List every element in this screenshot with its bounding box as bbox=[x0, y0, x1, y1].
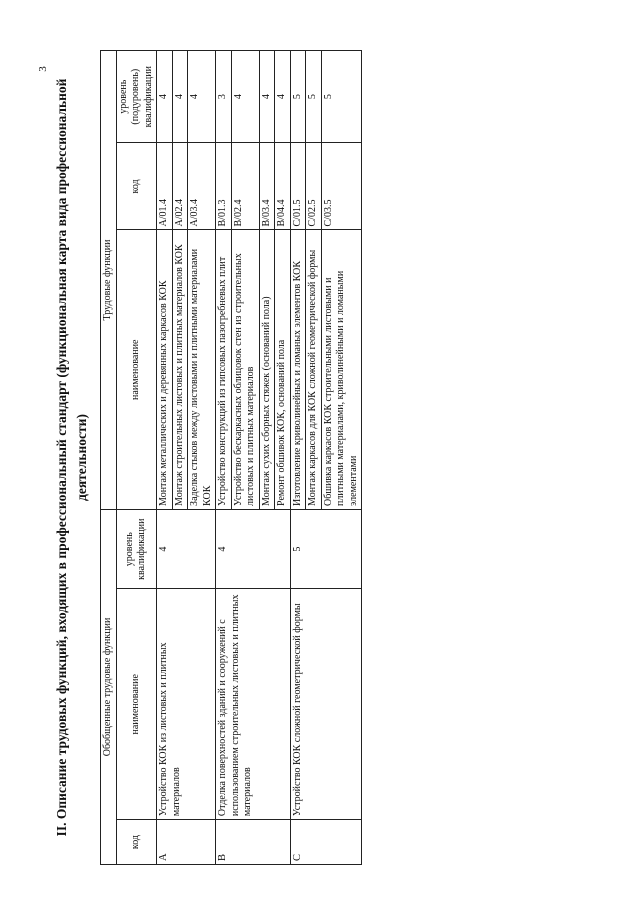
tf-name: Устройство бескаркасных облицовок стен из строительных листовых и плитных материалов bbox=[231, 230, 259, 509]
tf-code: B/04.4 bbox=[275, 143, 291, 230]
col-name: наименование bbox=[116, 589, 157, 820]
tf-code: A/01.4 bbox=[157, 143, 173, 230]
tf-name: Монтаж сухих сборных стяжек (оснований пола) bbox=[259, 230, 275, 509]
gf-code: A bbox=[157, 820, 216, 865]
tf-level: 5 bbox=[321, 51, 362, 143]
gf-code: C bbox=[290, 820, 362, 865]
tf-level: 4 bbox=[275, 51, 291, 143]
page-number: 3 bbox=[37, 66, 49, 72]
function-table bbox=[100, 50, 362, 865]
tf-code: A/03.4 bbox=[188, 143, 216, 230]
tf-code: C/03.5 bbox=[321, 143, 362, 230]
tf-level: 5 bbox=[306, 51, 322, 143]
gf-level: 4 bbox=[216, 509, 291, 588]
table-row bbox=[216, 51, 232, 865]
tf-name: Монтаж строительных листовых и плитных материалов КОК bbox=[172, 230, 188, 509]
col-code: код bbox=[116, 820, 157, 865]
tf-name: Ремонт обшивок КОК, оснований пола bbox=[275, 230, 291, 509]
col-tf-code: код bbox=[116, 143, 157, 230]
gf-name: Устройство КОК из листовых и плитных материалов bbox=[157, 589, 216, 820]
gf-level: 4 bbox=[157, 509, 216, 588]
tf-name: Обшивка каркасов КОК строительными листовыми и плитными материалами, криволинейными и ломаными элементами bbox=[321, 230, 362, 509]
tf-code: C/02.5 bbox=[306, 143, 322, 230]
tf-name: Устройство конструкций из гипсовых пазогребневых плит bbox=[216, 230, 232, 509]
generalized-functions-header: Обобщенные трудовые функции bbox=[101, 509, 117, 864]
col-tf-level: уровень (подуровень) квалификации bbox=[116, 51, 157, 143]
table-row bbox=[290, 51, 306, 865]
tf-code: B/03.4 bbox=[259, 143, 275, 230]
rotated-page bbox=[52, 35, 592, 880]
tf-level: 3 bbox=[216, 51, 232, 143]
tf-level: 4 bbox=[231, 51, 259, 143]
tf-name: Монтаж металлических и деревянных каркасов КОК bbox=[157, 230, 173, 509]
col-level: уровень квалификации bbox=[116, 509, 157, 588]
section-title: II. Описание трудовых функций, входящих в профессиональный стандарт (функциональная карта вида профессиональной деятельности) bbox=[54, 78, 89, 837]
table-row bbox=[157, 51, 173, 865]
tf-level: 4 bbox=[259, 51, 275, 143]
tf-code: B/01.3 bbox=[216, 143, 232, 230]
col-tf-name: наименование bbox=[116, 230, 157, 509]
gf-name: Устройство КОК сложной геометрической формы bbox=[290, 589, 362, 820]
tf-name: Заделка стыков между листовыми и плитными материалами КОК bbox=[188, 230, 216, 509]
labor-functions-header: Трудовые функции bbox=[101, 51, 117, 510]
tf-name: Изготовление криволинейных и ломаных элементов КОК bbox=[290, 230, 306, 509]
tf-level: 4 bbox=[188, 51, 216, 143]
gf-level: 5 bbox=[290, 509, 362, 588]
gf-name: Отделка поверхностей зданий и сооружений с использованием строительных листовых и плитных материалов bbox=[216, 589, 291, 820]
gf-code: B bbox=[216, 820, 291, 865]
tf-code: A/02.4 bbox=[172, 143, 188, 230]
tf-name: Монтаж каркасов для КОК сложной геометрической формы bbox=[306, 230, 322, 509]
tf-level: 5 bbox=[290, 51, 306, 143]
tf-level: 4 bbox=[157, 51, 173, 143]
tf-level: 4 bbox=[172, 51, 188, 143]
tf-code: B/02.4 bbox=[231, 143, 259, 230]
tf-code: C/01.5 bbox=[290, 143, 306, 230]
